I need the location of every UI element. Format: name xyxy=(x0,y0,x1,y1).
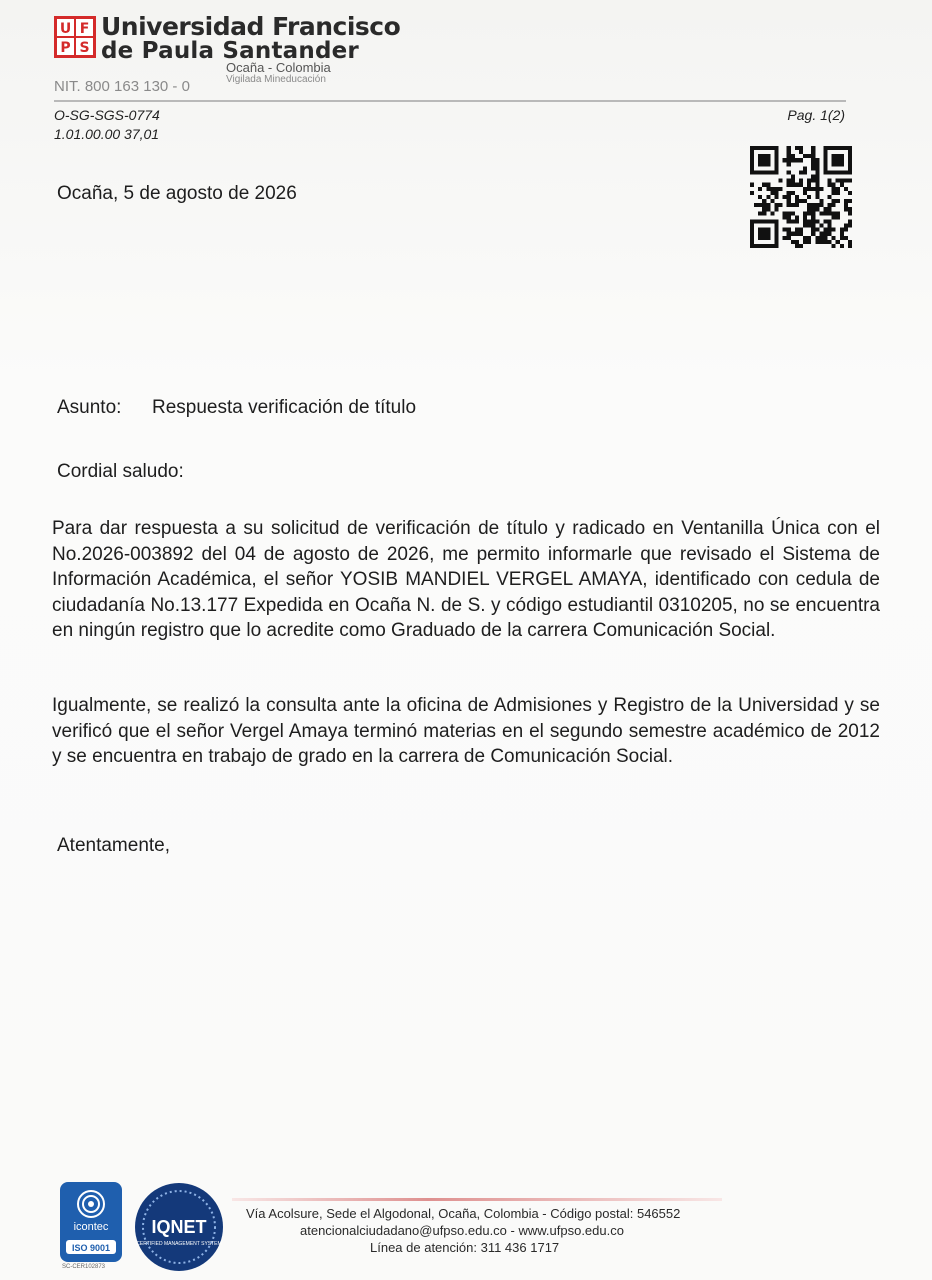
subject-text: Respuesta verificación de título xyxy=(152,397,417,418)
letter-date: Ocaña, 5 de agosto de 2026 xyxy=(57,183,297,204)
document-reference: 1.01.00.00 37,01 xyxy=(54,126,160,142)
footer-address: Vía Acolsure, Sede el Algodonal, Ocaña, Colombia - Código postal: 546552 xyxy=(246,1206,681,1221)
document-code: O-SG-SGS-0774 xyxy=(54,107,160,123)
icontec-badge-icon xyxy=(60,1182,122,1262)
page-number: Pag. 1(2) xyxy=(787,107,845,123)
svg-text:F: F xyxy=(79,21,90,37)
vigilance-note: Vigilada Mineducación xyxy=(226,74,326,85)
footer-phone: Línea de atención: 311 436 1717 xyxy=(370,1240,560,1255)
svg-text:P: P xyxy=(60,40,71,56)
header-divider xyxy=(54,100,846,102)
icontec-iso: ISO 9001 xyxy=(71,1243,111,1253)
footer-contact: atencionalciudadano@ufpso.edu.co - www.ufpso.edu.co xyxy=(300,1223,624,1238)
body-paragraph-2: Igualmente, se realizó la consulta ante la oficina de Admisiones y Registro de la Universidad y se verificó que el señor Vergel Amaya terminó materias en el segundo semestre académico de 2012 y se encuentra en trabajo de grado en la carrera de Comunicación Social. xyxy=(52,695,880,767)
iqnet-subtitle: CERTIFIED MANAGEMENT SYSTEM xyxy=(136,1241,222,1247)
subject-label: Asunto: xyxy=(57,397,122,418)
iqnet-badge-icon xyxy=(134,1182,224,1272)
closing: Atentamente, xyxy=(57,835,171,856)
svg-text:U: U xyxy=(59,21,72,37)
university-name-line1: Universidad Francisco xyxy=(101,12,401,41)
greeting: Cordial saludo: xyxy=(57,461,184,482)
iqnet-label: IQNET xyxy=(151,1217,207,1237)
svg-text:S: S xyxy=(79,40,90,56)
body-paragraph-1: Para dar respuesta a su solicitud de verificación de título y radicado en Ventanilla Única con el No.2026-003892 del 04 de agosto de 2026, me permito informarle que revisado el Sistema de Información Académica, el señor YOSIB MANDIEL VERGEL AMAYA, identificado con cedula de ciudadanía No.13.177 Expedida en Ocaña N. de S. y código estudiantil 0310205, no se encuentra en ningún registro que lo acredite como Graduado de la carrera Comunicación Social. xyxy=(52,518,880,641)
university-name-line2: de Paula Santander xyxy=(101,38,359,64)
nit-number: NIT. 800 163 130 - 0 xyxy=(54,78,190,95)
ufps-logo-icon xyxy=(54,16,96,58)
qr-code-icon xyxy=(750,146,852,248)
icontec-label: icontec xyxy=(73,1221,109,1233)
footer-accent-line xyxy=(232,1198,722,1201)
university-city: Ocaña - Colombia xyxy=(226,60,331,75)
icontec-cert-number: SC-CER102873 xyxy=(62,1264,106,1270)
